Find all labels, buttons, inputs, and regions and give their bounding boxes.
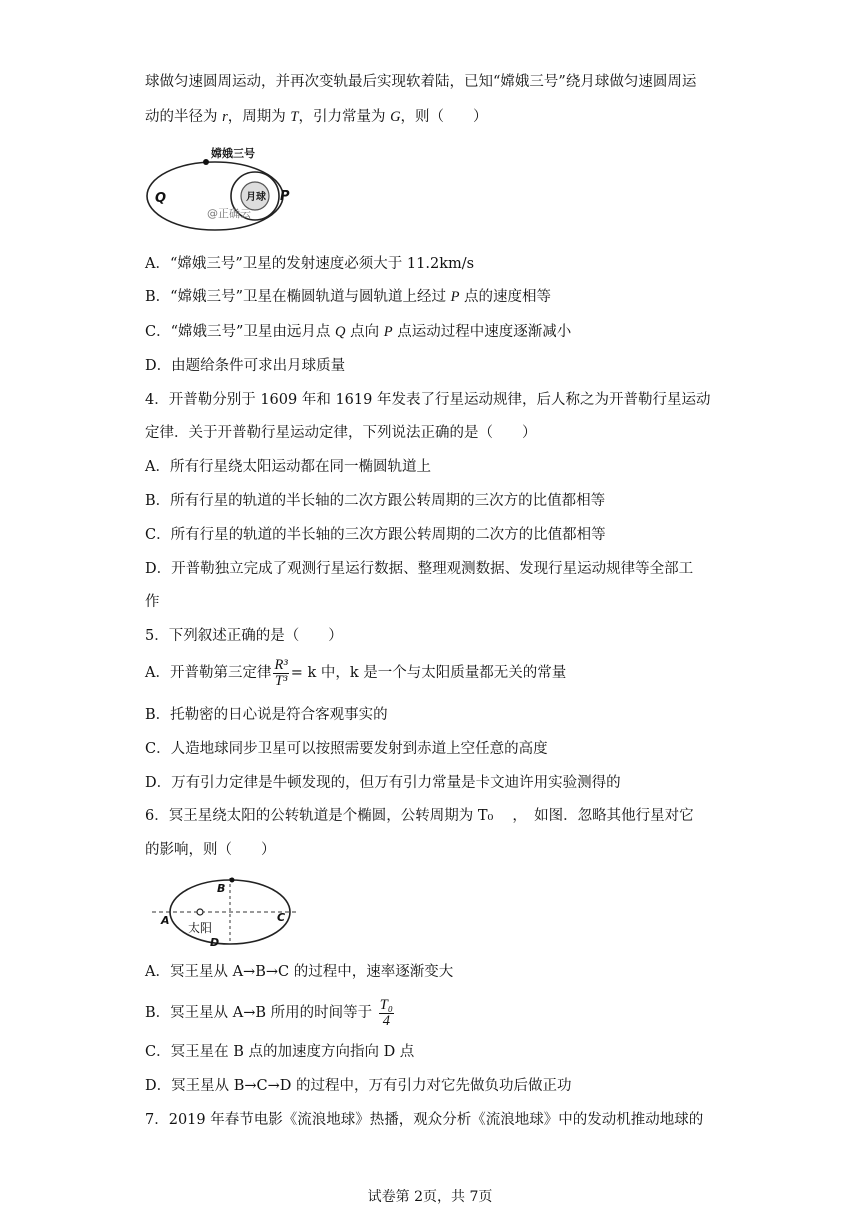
text-part: 点的速度相等 (459, 289, 552, 305)
q6-option-d: D．冥王星从 B→C→D 的过程中，万有引力对它先做负功后做正功 (145, 1078, 572, 1094)
pluto-dot (230, 878, 235, 883)
q3-option-c (145, 322, 571, 342)
text-part: A．开普勒第三定律 (145, 665, 272, 681)
fraction-denominator: 4 (382, 1012, 390, 1029)
q4-stem-line1: 4．开普勒分别于 1609 年和 1619 年发表了行星运动规律，后人称之为开普勒行星运动 (145, 392, 711, 408)
q5-option-d: D．万有引力定律是牛顿发现的，但万有引力常量是卡文迪许用实验测得的 (145, 775, 621, 791)
moon-label: 月球 (246, 192, 266, 203)
q4-option-a: A．所有行星绕太阳运动都在同一椭圆轨道上 (145, 459, 431, 475)
quarter-period-fraction (379, 998, 394, 1029)
q4-option-b: B．所有行星的轨道的半长轴的二次方跟公转周期的三次方的比值都相等 (145, 493, 606, 509)
text-part: 点向 (345, 324, 384, 340)
fraction-numerator: R³ (274, 656, 288, 673)
text-part: C．“嫦娥三号”卫星由远月点 (145, 324, 336, 340)
text-part: ，引力常量为 (298, 109, 391, 125)
sun-label: 太阳 (188, 921, 213, 935)
q6-option-a: A．冥王星从 A→B→C 的过程中，速率逐渐变大 (145, 964, 454, 980)
q3-option-b (145, 287, 551, 307)
q3-option-d: D．由题给条件可求出月球质量 (145, 358, 346, 374)
q6-option-c: C．冥王星在 B 点的加速度方向指向 D 点 (145, 1044, 415, 1060)
q3-stem-line1: 球做匀速圆周运动，并再次变轨最后实现软着陆，已知“嫦娥三号”绕月球做匀速圆周运 (145, 74, 697, 90)
text-part: B．冥王星从 A→B 所用的时间等于 (145, 1005, 377, 1021)
q6-stem-line2: 的影响，则（ ） (145, 842, 276, 858)
q5-stem: 5．下列叙述正确的是（ ） (145, 628, 343, 644)
var-T: T (290, 109, 299, 125)
q7-stem-line1: 7．2019 年春节电影《流浪地球》热播，观众分析《流浪地球》中的发动机推动地球的 (145, 1112, 704, 1128)
point-Q-label: Q (155, 191, 167, 206)
text-part: 点运动过程中速度逐渐减小 (392, 324, 572, 340)
point-C-label: C (277, 911, 286, 924)
watermark: @正确云 (207, 207, 251, 220)
point-B-label: B (217, 882, 226, 895)
kepler-fraction (273, 658, 288, 689)
var-r: r (222, 109, 228, 125)
satellite-label: 嫦娥三号 (211, 147, 255, 160)
sun-marker (197, 909, 203, 915)
text-part: = k 中，k 是一个与太阳质量都无关的常量 (290, 665, 567, 681)
text-part: ，周期为 (227, 109, 291, 125)
var-G: G (390, 109, 401, 125)
point-D-label: D (210, 936, 220, 949)
q5-option-b: B．托勒密的日心说是符合客观事实的 (145, 707, 388, 723)
q3-stem-line2 (145, 107, 488, 127)
q5-option-a (145, 654, 566, 692)
q3-option-a: A．“嫦娥三号”卫星的发射速度必须大于 11.2km/s (145, 256, 475, 272)
text-part: ，则（ ） (400, 109, 488, 125)
pluto-orbit-figure (150, 870, 300, 950)
orbit-figure-change3 (143, 142, 303, 232)
q4-option-d-line2: 作 (145, 594, 160, 610)
text-part: 动的半径为 (145, 109, 223, 125)
text-part: B．“嫦娥三号”卫星在椭圆轨道与圆轨道上经过 (145, 289, 451, 305)
q4-stem-line2: 定律．关于开普勒行星运动定律，下列说法正确的是（ ） (145, 425, 537, 441)
fraction-denominator: T³ (274, 672, 288, 689)
q6-option-b (145, 994, 396, 1032)
q6-stem-line1: 6．冥王星绕太阳的公转轨道是个椭圆，公转周期为 T₀ ， 如图．忽略其他行星对它 (145, 808, 694, 824)
fraction-numerator: T₀ (379, 996, 393, 1013)
var-P: P (383, 324, 393, 340)
q5-option-c: C．人造地球同步卫星可以按照需要发射到赤道上空任意的高度 (145, 741, 548, 757)
point-A-label: A (161, 914, 170, 927)
page-footer: 试卷第 2页，共 7页 (367, 1189, 493, 1205)
var-Q: Q (335, 324, 346, 340)
q4-option-d-line1: D．开普勒独立完成了观测行星运行数据、整理观测数据、发现行星运动规律等全部工 (145, 561, 694, 577)
var-P: P (450, 289, 460, 305)
point-P-label: P (280, 189, 290, 204)
satellite-dot (203, 159, 209, 165)
q4-option-c: C．所有行星的轨道的半长轴的三次方跟公转周期的二次方的比值都相等 (145, 527, 606, 543)
